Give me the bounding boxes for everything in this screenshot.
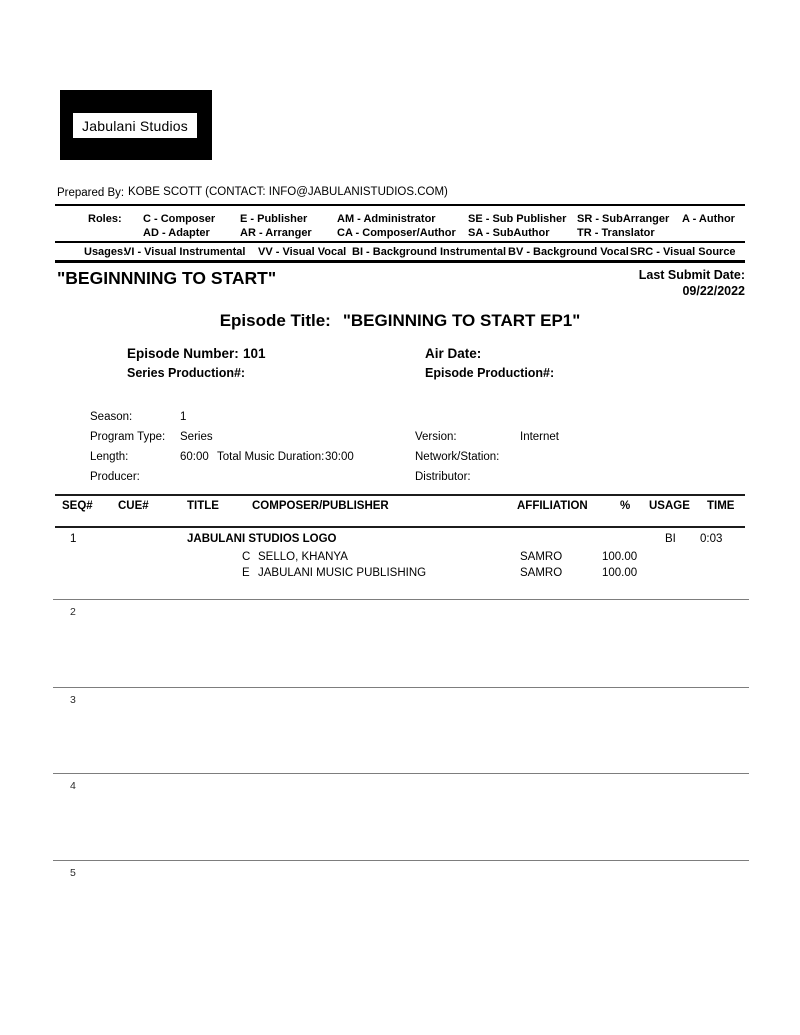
- program-type-label: Program Type:: [90, 431, 166, 443]
- distributor-label: Distributor:: [415, 471, 471, 483]
- row-divider: [53, 687, 749, 688]
- row-divider: [53, 860, 749, 861]
- contributor-1-affiliation: SAMRO: [520, 551, 563, 563]
- episode-number-value: 101: [243, 346, 266, 361]
- season-value: 1: [180, 411, 187, 423]
- role-item-arranger: AR - Arranger: [240, 227, 312, 239]
- row-divider: [53, 773, 749, 774]
- version-label: Version:: [415, 431, 457, 443]
- cue-row-1-title: JABULANI STUDIOS LOGO: [187, 533, 337, 545]
- table-header-cue: CUE#: [118, 500, 149, 512]
- version-value: Internet: [520, 431, 559, 443]
- table-top-rule: [55, 494, 745, 496]
- usage-item-visual-instrumental: VI - Visual Instrumental: [124, 246, 246, 258]
- role-item-composer-author: CA - Composer/Author: [337, 227, 456, 239]
- role-item-administrator: AM - Administrator: [337, 213, 436, 225]
- divider-roles: [55, 241, 745, 243]
- producer-label: Producer:: [90, 471, 140, 483]
- program-type-value: Series: [180, 431, 213, 443]
- cue-row-1-time: 0:03: [700, 533, 723, 545]
- table-header-affiliation: AFFILIATION: [517, 500, 588, 512]
- table-header-time: TIME: [707, 500, 735, 512]
- contributor-2-affiliation: SAMRO: [520, 567, 563, 579]
- total-music-duration-value: 30:00: [325, 451, 354, 463]
- role-item-author: A - Author: [682, 213, 735, 225]
- episode-production-label: Episode Production#:: [425, 366, 555, 380]
- role-item-translator: TR - Translator: [577, 227, 655, 239]
- episode-title-line: [55, 311, 745, 331]
- table-header-title: TITLE: [187, 500, 219, 512]
- role-item-subauthor: SA - SubAuthor: [468, 227, 550, 239]
- season-label: Season:: [90, 411, 133, 423]
- studio-logo: [60, 90, 212, 160]
- cue-row-2-seq: 2: [70, 606, 76, 618]
- usages-label: Usages:: [84, 246, 127, 258]
- role-item-subarranger: SR - SubArranger: [577, 213, 670, 225]
- last-submit-label: Last Submit Date:: [638, 268, 745, 282]
- prepared-by-value: KOBE SCOTT (CONTACT: INFO@JABULANISTUDIOS.COM): [128, 186, 448, 198]
- episode-title-label: Episode Title:: [219, 311, 331, 330]
- length-label: Length:: [90, 451, 129, 463]
- last-submit-date: 09/22/2022: [682, 283, 745, 298]
- network-station-label: Network/Station:: [415, 451, 500, 463]
- table-header-percent: %: [620, 500, 631, 512]
- contributor-2-role: E: [242, 567, 250, 579]
- cue-row-4-seq: 4: [70, 780, 76, 792]
- series-production-label: Series Production#:: [127, 366, 246, 380]
- contributor-2-percent: 100.00: [602, 567, 638, 579]
- role-item-sub-publisher: SE - Sub Publisher: [468, 213, 567, 225]
- length-value: 60:00: [180, 451, 209, 463]
- row-divider: [53, 599, 749, 600]
- episode-title-value: "BEGINNING TO START EP1": [342, 311, 581, 330]
- role-item-composer: C - Composer: [143, 213, 216, 225]
- role-item-adapter: AD - Adapter: [143, 227, 210, 239]
- studio-logo-nameplate: [72, 112, 198, 139]
- table-header-seq: SEQ#: [62, 500, 93, 512]
- contributor-2-name: JABULANI MUSIC PUBLISHING: [258, 567, 427, 579]
- table-header-composer-publisher: COMPOSER/PUBLISHER: [252, 500, 389, 512]
- cue-row-5-seq: 5: [70, 867, 76, 879]
- contributor-1-role: C: [242, 551, 251, 563]
- divider-top: [55, 204, 745, 206]
- usage-item-background-instrumental: BI - Background Instrumental: [352, 246, 507, 258]
- usage-item-visual-source: SRC - Visual Source: [630, 246, 736, 258]
- prepared-by-label: Prepared By:: [57, 187, 125, 199]
- cue-row-1-seq: 1: [70, 533, 77, 545]
- cue-row-1-usage: BI: [665, 533, 676, 545]
- usage-item-background-vocal: BV - Background Vocal: [508, 246, 629, 258]
- usage-item-visual-vocal: VV - Visual Vocal: [258, 246, 347, 258]
- contributor-1-percent: 100.00: [602, 551, 638, 563]
- role-item-publisher: E - Publisher: [240, 213, 308, 225]
- cue-row-3-seq: 3: [70, 694, 76, 706]
- studio-logo-text: Jabulani Studios: [82, 117, 188, 134]
- series-title: "BEGINNNING TO START": [57, 268, 277, 288]
- table-header-usage: USAGE: [649, 500, 690, 512]
- air-date-label: Air Date:: [425, 346, 482, 361]
- episode-number-label: Episode Number:: [127, 346, 239, 361]
- table-header-rule: [55, 526, 745, 528]
- divider-usages: [55, 260, 745, 263]
- contributor-1-name: SELLO, KHANYA: [258, 551, 348, 563]
- total-music-duration-label: Total Music Duration:: [217, 451, 325, 463]
- last-submit-block: [639, 268, 745, 299]
- roles-label: Roles:: [88, 213, 122, 225]
